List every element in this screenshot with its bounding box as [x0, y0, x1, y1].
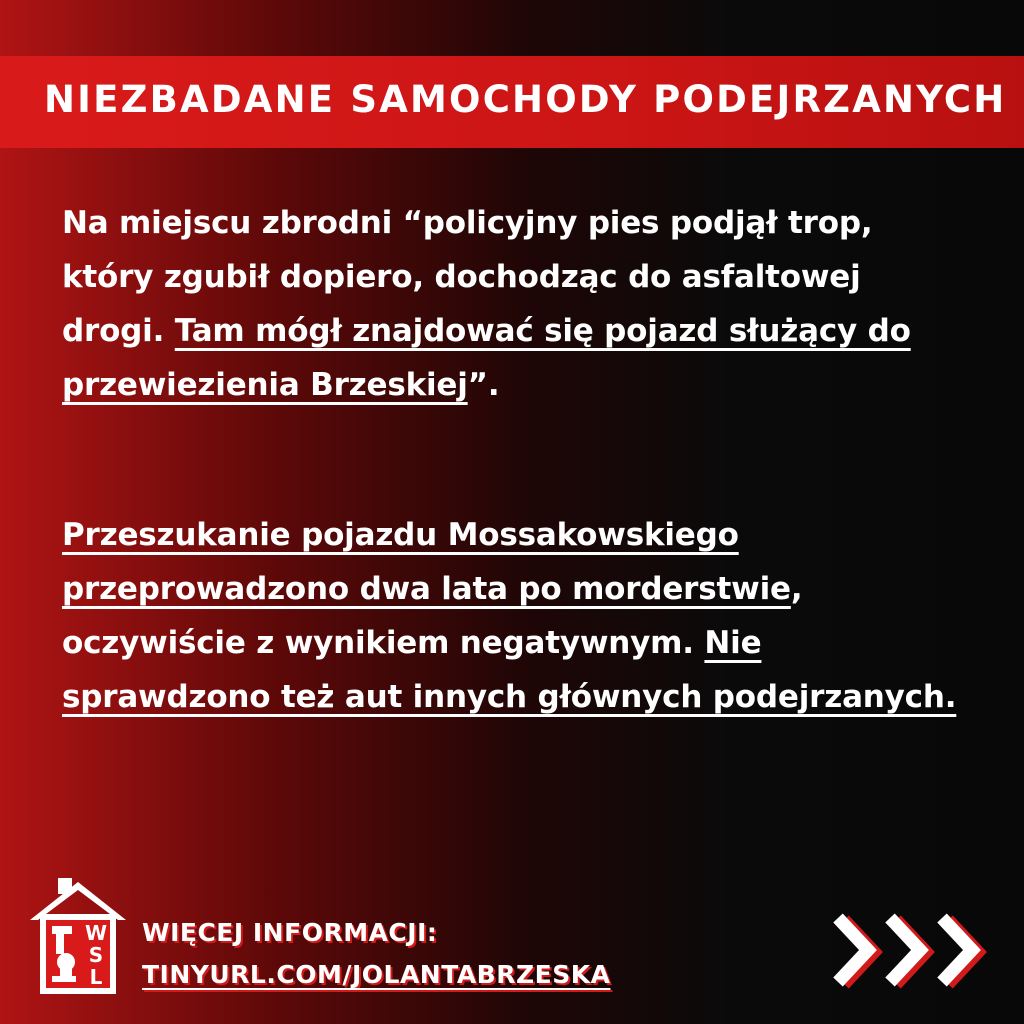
chevron-right-icon [942, 918, 978, 984]
paragraph-1-end: ”. [467, 367, 500, 403]
wsl-logo-icon [30, 876, 126, 996]
title-banner [0, 56, 1024, 148]
logo-letter-w: W [84, 921, 108, 945]
paragraph-1-text: Na miejscu zbrodni “policyjny pies podjął trop, który zgubił dopiero, dochodząc do asfaltowej drogi. [62, 205, 873, 349]
logo-letter-s: S [88, 943, 104, 967]
paragraph-2-underlined-1: Przeszukanie pojazdu Mossakowskiego przeprowadzono dwa lata po morderstwie [62, 517, 791, 607]
footer-info [142, 912, 610, 996]
chevron-right-icon [890, 918, 926, 984]
logo-letter-l: L [89, 965, 103, 989]
chevron-right-icons[interactable] [830, 912, 996, 992]
footer-label: WIĘCEJ INFORMACJI: [142, 918, 438, 947]
page-title: NIEZBADANE SAMOCHODY PODEJRZANYCH [44, 78, 1007, 121]
paragraph-1 [62, 196, 962, 412]
footer-link[interactable]: TINYURL.COM/JOLANTABRZESKA [142, 960, 611, 989]
chevron-right-icon [838, 918, 874, 984]
paragraph-1-underlined: Tam mógł znajdować się pojazd służący do przewiezienia Brzeskiej [62, 313, 911, 403]
paragraph-2-underlined-2: Nie sprawdzono też aut innych głównych podejrzanych. [62, 625, 957, 715]
paragraph-2 [62, 508, 962, 724]
paragraph-2-text: , oczywiście z wynikiem negatywnym. [62, 571, 803, 661]
